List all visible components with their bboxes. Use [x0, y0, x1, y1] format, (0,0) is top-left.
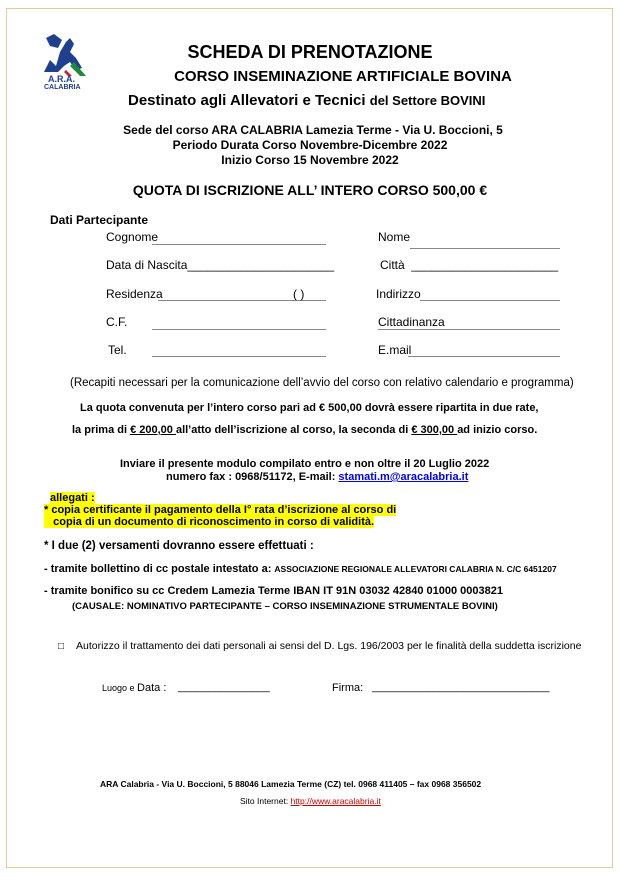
- allegati-item-2: [44, 516, 374, 528]
- destinato-line: [128, 92, 485, 109]
- label-cittadinanza: Cittadinanza: [378, 315, 445, 329]
- label-cf: C.F.: [106, 315, 128, 329]
- data-text: Data :: [137, 682, 167, 694]
- luogo-text: Luogo e: [102, 683, 138, 693]
- bonifico-line: - tramite bonifico su cc Credem Lamezia Terme IBAN IT 91N 03032 42840 01000 0003821: [44, 585, 503, 597]
- footer-site-link[interactable]: http://www.aracalabria.it: [290, 796, 381, 806]
- rate-first-amount: € 200,00: [130, 424, 176, 436]
- periodo-line: Periodo Durata Corso Novembre-Dicembre 2022: [172, 138, 448, 152]
- fax-line: [166, 471, 468, 483]
- allegati-item-1: [44, 504, 396, 516]
- rate-a: la prima di: [72, 424, 131, 436]
- label-data-nascita: [106, 258, 334, 272]
- rate-c: all’atto dell’iscrizione al corso, la seconda di: [175, 424, 412, 436]
- label-tel: Tel.: [108, 343, 127, 357]
- footer-site-label: Sito Internet:: [240, 796, 291, 806]
- inizio-line: Inizio Corso 15 Novembre 2022: [221, 153, 399, 167]
- section-dati-partecipante: Dati Partecipante: [50, 213, 149, 227]
- course-title: CORSO INSEMINAZIONE ARTIFICIALE BOVINA: [174, 68, 512, 85]
- quota-rate-line: La quota convenuta per l’intero corso pari ad € 500,00 dovrà essere ripartita in due rate,: [80, 402, 539, 414]
- bollettino-b: ASSOCIAZIONE REGIONALE ALLEVATORI CALABRIA N. C/C 6451207: [274, 564, 557, 574]
- field-email[interactable]: [408, 356, 560, 357]
- destinato-d: BOVINI: [440, 93, 486, 108]
- allegati-item-2-text: copia di un documento di riconoscimento in corso di validità.: [44, 516, 375, 528]
- consent-text: Autorizzo il trattamento dei dati personali ai sensi del D. Lgs. 196/2003 per le finalità della suddetta iscrizione: [76, 640, 582, 652]
- consent-checkbox[interactable]: □: [58, 641, 65, 652]
- causale-line: (CAUSALE: NOMINATIVO PARTECIPANTE – CORSO INSEMINAZIONE STRUMENTALE BOVINI): [72, 601, 498, 612]
- quota-heading: QUOTA DI ISCRIZIONE ALL’ INTERO CORSO 500,00 €: [132, 182, 488, 198]
- field-cittadinanza[interactable]: [378, 329, 560, 330]
- allegati-title: [50, 492, 95, 504]
- citta-text: Città: [380, 258, 405, 272]
- logo-text-ara: A.R.A.: [48, 74, 75, 84]
- label-nome: Nome: [378, 230, 411, 244]
- destinato-b: del: [369, 93, 389, 108]
- field-tel[interactable]: [152, 356, 326, 357]
- field-cf[interactable]: [152, 329, 326, 330]
- data-line[interactable]: _______________: [178, 681, 270, 693]
- data-nascita-text: Data di Nascita: [106, 258, 188, 272]
- page-border: [6, 8, 613, 868]
- luogo-data-label: [102, 682, 166, 694]
- label-email: E.mail: [378, 343, 412, 357]
- rate-line: [72, 424, 537, 436]
- firma-line[interactable]: _____________________________: [372, 681, 550, 693]
- footer-site: [240, 796, 381, 806]
- field-citta[interactable]: ______________________: [411, 258, 559, 272]
- label-citta: [380, 258, 558, 272]
- recapiti-note: (Recapiti necessari per la comunicazione dell’avvio del corso con relativo calendario e programma): [70, 377, 574, 389]
- logo-text-calabria: CALABRIA: [44, 84, 81, 91]
- versamenti-title: * I due (2) versamenti dovranno essere effettuati :: [44, 540, 314, 552]
- field-data-nascita[interactable]: ______________________: [187, 258, 335, 272]
- label-indirizzo: Indirizzo: [376, 287, 421, 301]
- rate-e: ad inizio corso.: [457, 424, 538, 436]
- destinato-a: Destinato agli Allevatori e Tecnici: [128, 92, 370, 109]
- allegati-item-1-text: * copia certificante il pagamento della I° rata d’iscrizione al corso di: [44, 504, 397, 516]
- destinato-c: Settore: [388, 93, 441, 108]
- bollettino-a: - tramite bollettino di cc postale intestato a:: [44, 563, 275, 575]
- field-indirizzo[interactable]: [420, 300, 560, 301]
- field-cognome[interactable]: [152, 244, 326, 245]
- allegati-title-text: allegati :: [50, 492, 95, 504]
- email-link[interactable]: stamati.m@aracalabria.it: [338, 471, 469, 483]
- field-nome[interactable]: [410, 248, 560, 249]
- page-title: SCHEDA DI PRENOTAZIONE: [187, 42, 433, 62]
- firma-label: Firma:: [332, 682, 364, 694]
- fax-text: numero fax : 0968/51172, E-mail:: [166, 471, 339, 483]
- label-residenza: Residenza: [106, 287, 163, 301]
- label-cognome: Cognome: [106, 230, 159, 244]
- rate-second-amount: € 300,00: [411, 424, 458, 436]
- bollettino-line: [44, 563, 557, 575]
- prov-field[interactable]: ( ): [293, 287, 305, 301]
- sede-line: Sede del corso ARA CALABRIA Lamezia Terme - Via U. Boccioni, 5: [123, 123, 503, 137]
- inviare-line: Inviare il presente modulo compilato entro e non oltre il 20 Luglio 2022: [120, 458, 490, 470]
- footer-address: ARA Calabria - Via U. Boccioni, 5 88046 Lamezia Terme (CZ) tel. 0968 411405 – fax 0968 356502: [100, 779, 482, 789]
